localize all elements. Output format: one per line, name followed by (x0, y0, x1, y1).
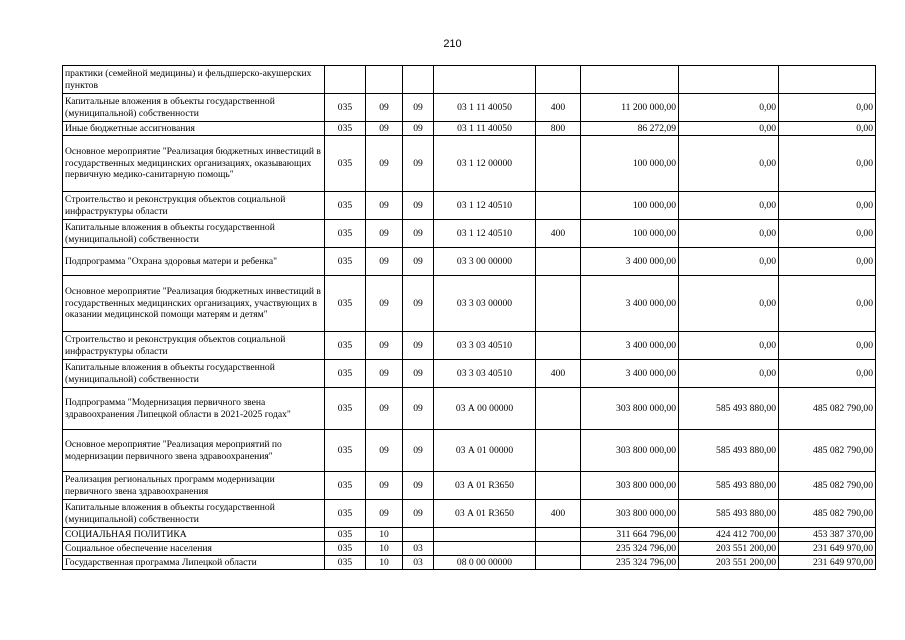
admin-code: 035 (325, 248, 366, 276)
expense-type (536, 556, 581, 570)
expense-type: 400 (536, 220, 581, 248)
section-code: 09 (366, 220, 403, 248)
amount-2023: 0,00 (779, 248, 876, 276)
table-row (63, 388, 876, 430)
amount-2021: 3 400 000,00 (581, 276, 679, 332)
amount-2022: 0,00 (679, 360, 779, 388)
target-article: 03 3 03 40510 (434, 360, 536, 388)
admin-code: 035 (325, 556, 366, 570)
row-name: Реализация региональных программ модернизации первичного звена здравоохранения (63, 472, 325, 500)
admin-code: 035 (325, 500, 366, 528)
row-name: Иные бюджетные ассигнования (63, 122, 325, 136)
admin-code: 035 (325, 276, 366, 332)
expense-type: 400 (536, 500, 581, 528)
subsection-code: 03 (403, 556, 434, 570)
subsection-code: 09 (403, 192, 434, 220)
table-row (63, 528, 876, 542)
target-article: 03 А 01 R3650 (434, 500, 536, 528)
table-row (63, 248, 876, 276)
subsection-code: 09 (403, 388, 434, 430)
amount-2023: 0,00 (779, 220, 876, 248)
amount-2021: 235 324 796,00 (581, 542, 679, 556)
expense-type (536, 430, 581, 472)
section-code: 09 (366, 430, 403, 472)
section-code: 10 (366, 528, 403, 542)
table-row (63, 136, 876, 192)
table-row (63, 332, 876, 360)
expense-type (536, 332, 581, 360)
section-code: 09 (366, 472, 403, 500)
amount-2023: 485 082 790,00 (779, 388, 876, 430)
amount-2022: 0,00 (679, 276, 779, 332)
table-row (63, 472, 876, 500)
subsection-code: 03 (403, 542, 434, 556)
row-name: Капитальные вложения в объекты государственной (муниципальной) собственности (63, 220, 325, 248)
amount-2021: 3 400 000,00 (581, 332, 679, 360)
admin-code: 035 (325, 136, 366, 192)
amount-2022: 0,00 (679, 94, 779, 122)
subsection-code: 09 (403, 220, 434, 248)
budget-table (62, 65, 876, 570)
section-code: 09 (366, 276, 403, 332)
row-name: Основное мероприятие "Реализация бюджетных инвестиций в государственных медицинских организациях, участвующих в оказании медицинской помощи матерям и детям" (63, 276, 325, 332)
target-article: 03 А 00 00000 (434, 388, 536, 430)
target-article: 03 1 11 40050 (434, 122, 536, 136)
amount-2022: 203 551 200,00 (679, 542, 779, 556)
expense-type (536, 248, 581, 276)
table-row (63, 430, 876, 472)
amount-2023: 0,00 (779, 192, 876, 220)
table-row (63, 192, 876, 220)
admin-code: 035 (325, 360, 366, 388)
amount-2023: 231 649 970,00 (779, 556, 876, 570)
subsection-code: 09 (403, 332, 434, 360)
amount-2022: 0,00 (679, 220, 779, 248)
expense-type (536, 276, 581, 332)
amount-2021: 303 800 000,00 (581, 388, 679, 430)
table-row (63, 94, 876, 122)
amount-2021: 3 400 000,00 (581, 360, 679, 388)
amount-2022: 585 493 880,00 (679, 430, 779, 472)
expense-type (536, 388, 581, 430)
section-code (366, 66, 403, 94)
target-article: 03 1 11 40050 (434, 94, 536, 122)
amount-2022 (679, 66, 779, 94)
amount-2022: 585 493 880,00 (679, 388, 779, 430)
amount-2023: 0,00 (779, 122, 876, 136)
amount-2021: 303 800 000,00 (581, 500, 679, 528)
row-name: Капитальные вложения в объекты государственной (муниципальной) собственности (63, 94, 325, 122)
admin-code: 035 (325, 220, 366, 248)
amount-2023: 0,00 (779, 332, 876, 360)
target-article: 03 1 12 00000 (434, 136, 536, 192)
row-name: Социальное обеспечение населения (63, 542, 325, 556)
amount-2023: 485 082 790,00 (779, 430, 876, 472)
table-row (63, 66, 876, 94)
amount-2022: 0,00 (679, 192, 779, 220)
row-name: СОЦИАЛЬНАЯ ПОЛИТИКА (63, 528, 325, 542)
section-code: 09 (366, 136, 403, 192)
amount-2021: 3 400 000,00 (581, 248, 679, 276)
amount-2023: 453 387 370,00 (779, 528, 876, 542)
admin-code: 035 (325, 332, 366, 360)
budget-table-body (63, 66, 876, 570)
expense-type (536, 542, 581, 556)
admin-code: 035 (325, 94, 366, 122)
subsection-code: 09 (403, 136, 434, 192)
amount-2022: 0,00 (679, 122, 779, 136)
expense-type: 800 (536, 122, 581, 136)
amount-2022: 585 493 880,00 (679, 500, 779, 528)
admin-code: 035 (325, 528, 366, 542)
table-row (63, 360, 876, 388)
subsection-code: 09 (403, 430, 434, 472)
target-article: 03 3 00 00000 (434, 248, 536, 276)
expense-type: 400 (536, 94, 581, 122)
subsection-code (403, 66, 434, 94)
subsection-code: 09 (403, 472, 434, 500)
subsection-code: 09 (403, 248, 434, 276)
section-code: 10 (366, 542, 403, 556)
amount-2021 (581, 66, 679, 94)
subsection-code: 09 (403, 360, 434, 388)
admin-code: 035 (325, 542, 366, 556)
expense-type (536, 66, 581, 94)
section-code: 09 (366, 500, 403, 528)
row-name: Капитальные вложения в объекты государственной (муниципальной) собственности (63, 360, 325, 388)
row-name: Капитальные вложения в объекты государственной (муниципальной) собственности (63, 500, 325, 528)
amount-2023: 0,00 (779, 276, 876, 332)
admin-code: 035 (325, 192, 366, 220)
section-code: 09 (366, 192, 403, 220)
table-row (63, 542, 876, 556)
amount-2022: 0,00 (679, 332, 779, 360)
expense-type (536, 136, 581, 192)
section-code: 09 (366, 94, 403, 122)
section-code: 09 (366, 122, 403, 136)
amount-2023: 0,00 (779, 360, 876, 388)
target-article (434, 528, 536, 542)
amount-2021: 303 800 000,00 (581, 472, 679, 500)
subsection-code: 09 (403, 122, 434, 136)
amount-2023: 0,00 (779, 94, 876, 122)
section-code: 09 (366, 248, 403, 276)
admin-code: 035 (325, 388, 366, 430)
target-article (434, 66, 536, 94)
admin-code (325, 66, 366, 94)
row-name: Основное мероприятие "Реализация мероприятий по модернизации первичного звена здравоохранения" (63, 430, 325, 472)
target-article: 03 3 03 40510 (434, 332, 536, 360)
table-row (63, 276, 876, 332)
amount-2021: 311 664 796,00 (581, 528, 679, 542)
table-row (63, 122, 876, 136)
target-article: 08 0 00 00000 (434, 556, 536, 570)
amount-2021: 11 200 000,00 (581, 94, 679, 122)
amount-2021: 100 000,00 (581, 136, 679, 192)
row-name: Государственная программа Липецкой области (63, 556, 325, 570)
target-article: 03 1 12 40510 (434, 220, 536, 248)
section-code: 09 (366, 360, 403, 388)
subsection-code (403, 528, 434, 542)
row-name: Строительство и реконструкция объектов социальной инфраструктуры области (63, 332, 325, 360)
row-name: Основное мероприятие "Реализация бюджетных инвестиций в государственных медицинских организациях, оказывающих первичную медико-санитарную помощь" (63, 136, 325, 192)
amount-2023 (779, 66, 876, 94)
section-code: 09 (366, 388, 403, 430)
subsection-code: 09 (403, 276, 434, 332)
amount-2021: 86 272,09 (581, 122, 679, 136)
admin-code: 035 (325, 430, 366, 472)
amount-2021: 235 324 796,00 (581, 556, 679, 570)
row-name: Подпрограмма "Модернизация первичного звена здравоохранения Липецкой области в 2021-2025 годах" (63, 388, 325, 430)
table-row (63, 556, 876, 570)
target-article: 03 А 01 R3650 (434, 472, 536, 500)
amount-2021: 100 000,00 (581, 220, 679, 248)
amount-2023: 485 082 790,00 (779, 472, 876, 500)
amount-2022: 424 412 700,00 (679, 528, 779, 542)
amount-2022: 0,00 (679, 136, 779, 192)
expense-type (536, 472, 581, 500)
amount-2021: 303 800 000,00 (581, 430, 679, 472)
amount-2023: 0,00 (779, 136, 876, 192)
table-row (63, 500, 876, 528)
section-code: 10 (366, 556, 403, 570)
amount-2022: 585 493 880,00 (679, 472, 779, 500)
subsection-code: 09 (403, 500, 434, 528)
amount-2021: 100 000,00 (581, 192, 679, 220)
amount-2023: 485 082 790,00 (779, 500, 876, 528)
row-name: Строительство и реконструкция объектов социальной инфраструктуры области (63, 192, 325, 220)
target-article: 03 3 03 00000 (434, 276, 536, 332)
admin-code: 035 (325, 472, 366, 500)
expense-type: 400 (536, 360, 581, 388)
admin-code: 035 (325, 122, 366, 136)
amount-2022: 0,00 (679, 248, 779, 276)
row-name: практики (семейной медицины) и фельдшерско-акушерских пунктов (63, 66, 325, 94)
expense-type (536, 192, 581, 220)
target-article: 03 1 12 40510 (434, 192, 536, 220)
section-code: 09 (366, 332, 403, 360)
amount-2023: 231 649 970,00 (779, 542, 876, 556)
page-number: 210 (443, 38, 462, 50)
row-name: Подпрограмма "Охрана здоровья матери и ребенка" (63, 248, 325, 276)
amount-2022: 203 551 200,00 (679, 556, 779, 570)
expense-type (536, 528, 581, 542)
subsection-code: 09 (403, 94, 434, 122)
target-article (434, 542, 536, 556)
table-row (63, 220, 876, 248)
target-article: 03 А 01 00000 (434, 430, 536, 472)
